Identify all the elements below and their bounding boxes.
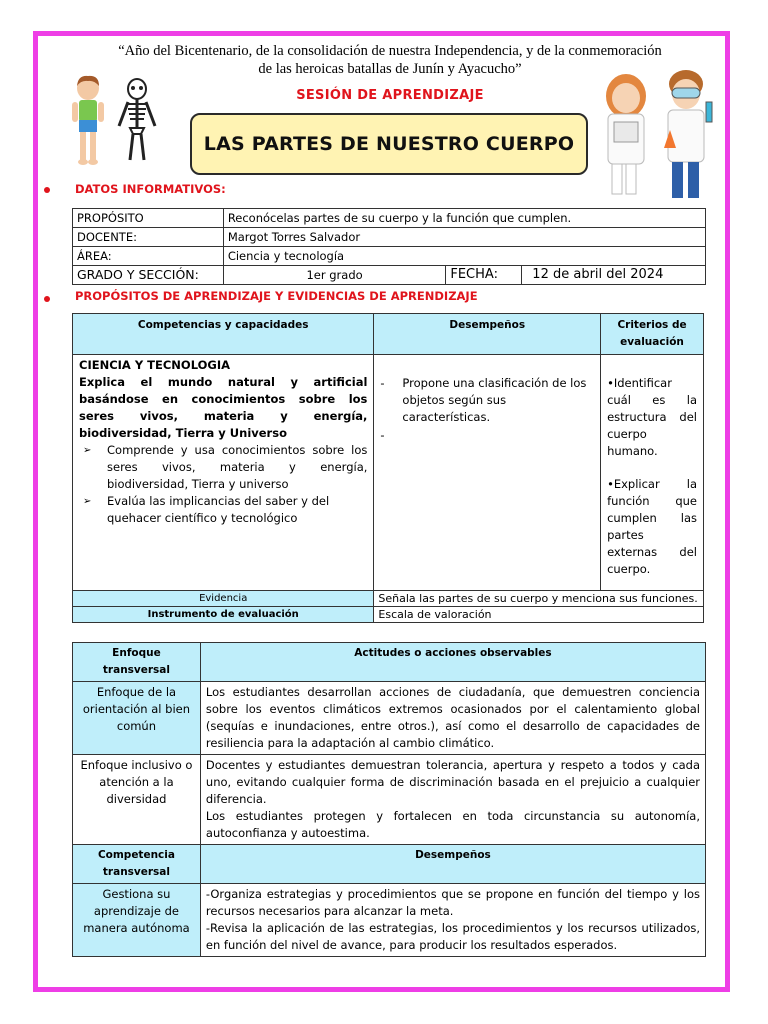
session-heading: SESIÓN DE APRENDIZAJE — [296, 88, 484, 103]
fecha-value: 12 de abril del 2024 — [522, 266, 706, 285]
evidencia-label: Evidencia — [73, 591, 374, 607]
area-title: CIENCIA Y TECNOLOGIA — [79, 358, 231, 372]
instrumento-value: Escala de valoración — [374, 607, 704, 623]
enfoque-inclusivo-text-1: Docentes y estudiantes demuestran tolerancia, apertura y respeto a todos y cada uno, evitando cualquier forma de discriminación basada en el prejuicio a cualquier diferencia. — [205, 758, 700, 806]
table-row — [73, 643, 706, 682]
col-competencia-transversal: Competencia transversal — [73, 845, 201, 884]
table-row — [73, 682, 706, 755]
competencia-text: Explica el mundo natural y artificial basándose en conocimientos sobre los seres vivos, materia y energía, biodiversidad, Tierra y Universo — [79, 375, 368, 440]
bullet-icon — [44, 296, 50, 302]
enfoque-inclusivo-text-2: Los estudiantes protegen y fortalecen en toda circunstancia su autonomía, autoconfianza y autoestima. — [205, 809, 700, 840]
competencia-autonoma: Gestiona su aprendizaje de manera autónoma — [73, 884, 201, 957]
motto-line-2: de las heroicas batallas de Junín y Ayacucho” — [258, 61, 522, 77]
competencias-cell — [73, 355, 374, 591]
docente-value: Margot Torres Salvador — [223, 228, 705, 247]
datos-table — [72, 208, 706, 285]
dash: - — [380, 428, 385, 442]
propositos-heading: PROPÓSITOS DE APRENDIZAJE Y EVIDENCIAS DE APRENDIZAJE — [75, 289, 478, 303]
capacidades-list — [79, 442, 367, 527]
col-criterios: Criterios de evaluación — [601, 314, 704, 355]
table-row — [73, 355, 704, 591]
criterio-2: •Explicar la función que cumplen las partes externas del cuerpo. — [607, 477, 697, 576]
propositos-table — [72, 313, 704, 623]
col-desempenos-transversal: Desempeños — [200, 845, 705, 884]
fecha-label: FECHA: — [446, 266, 522, 285]
table-row — [73, 266, 706, 285]
table-row — [73, 247, 706, 266]
area-label: ÁREA: — [73, 247, 224, 266]
proposito-label: PROPÓSITO — [73, 209, 224, 228]
desempeno-text: Propone una clasificación de los objetos según sus características. — [402, 376, 587, 424]
table-row — [73, 884, 706, 957]
enfoque-bien-comun-text: Los estudiantes desarrollan acciones de ciudadanía, que demuestren conciencia sobre los eventos climáticos extremos ocasionados por el calentamiento global (sequías e inundaciones, entre otros.), así como el desarrollo de capacidades de resiliencia para la adaptación al cambio climático. — [200, 682, 705, 755]
dash: - — [380, 376, 385, 390]
grado-label: GRADO Y SECCIÓN: — [73, 266, 224, 285]
instrumento-label: Instrumento de evaluación — [73, 607, 374, 623]
table-row — [73, 755, 706, 845]
col-competencias: Competencias y capacidades — [73, 314, 374, 355]
desempeno-transversal-2: -Revisa la aplicación de las estrategias, los procedimientos y los recursos utilizados, en función del nivel de avance, para producir los resultados esperados. — [205, 921, 700, 952]
datos-heading: DATOS INFORMATIVOS: — [75, 182, 226, 196]
table-row — [73, 591, 704, 607]
table-row — [73, 228, 706, 247]
enfoque-inclusivo-cell — [200, 755, 705, 845]
area-value: Ciencia y tecnología — [223, 247, 705, 266]
col-actitudes: Actitudes o acciones observables — [200, 643, 705, 682]
desempeno-cell — [374, 355, 601, 591]
proposito-value: Reconócelas partes de su cuerpo y la función que cumplen. — [223, 209, 705, 228]
col-enfoque: Enfoque transversal — [73, 643, 201, 682]
criterio-1: •Identificar cuál es la estructura del cuerpo humano. — [607, 376, 697, 458]
enfoque-bien-comun: Enfoque de la orientación al bien común — [73, 682, 201, 755]
grado-value: 1er grado — [223, 266, 446, 285]
table-row — [73, 314, 704, 355]
list-item: ➢ Evalúa las implicancias del saber y del quehacer científico y tecnológico — [79, 493, 367, 527]
table-row — [73, 607, 704, 623]
table-row — [73, 845, 706, 884]
page-title: LAS PARTES DE NUESTRO CUERPO — [203, 133, 575, 155]
table-row — [73, 209, 706, 228]
enfoques-table — [72, 642, 706, 957]
title-box — [190, 113, 588, 175]
bullet-icon — [44, 187, 50, 193]
boy-illustration — [64, 74, 112, 166]
evidencia-value: Señala las partes de su cuerpo y menciona sus funciones. — [374, 591, 704, 607]
enfoque-inclusivo: Enfoque inclusivo o atención a la diversidad — [73, 755, 201, 845]
motto-line-1: “Año del Bicentenario, de la consolidación de nuestra Independencia, y de la conmemoración — [118, 43, 662, 59]
col-desempenos: Desempeños — [374, 314, 601, 355]
criterios-cell — [601, 355, 704, 591]
skeleton-illustration — [113, 78, 161, 164]
desempeno-transversal-1: -Organiza estrategias y procedimientos que se propone en función del tiempo y los recursos necesarios para alcanzar la meta. — [205, 887, 700, 918]
docente-label: DOCENTE: — [73, 228, 224, 247]
list-item: ➢ Comprende y usa conocimientos sobre los seres vivos, materia y energía, biodiversidad, Tierra y universo — [79, 442, 367, 493]
scientist-kids-illustration — [596, 64, 724, 204]
competencia-autonoma-cell — [200, 884, 705, 957]
